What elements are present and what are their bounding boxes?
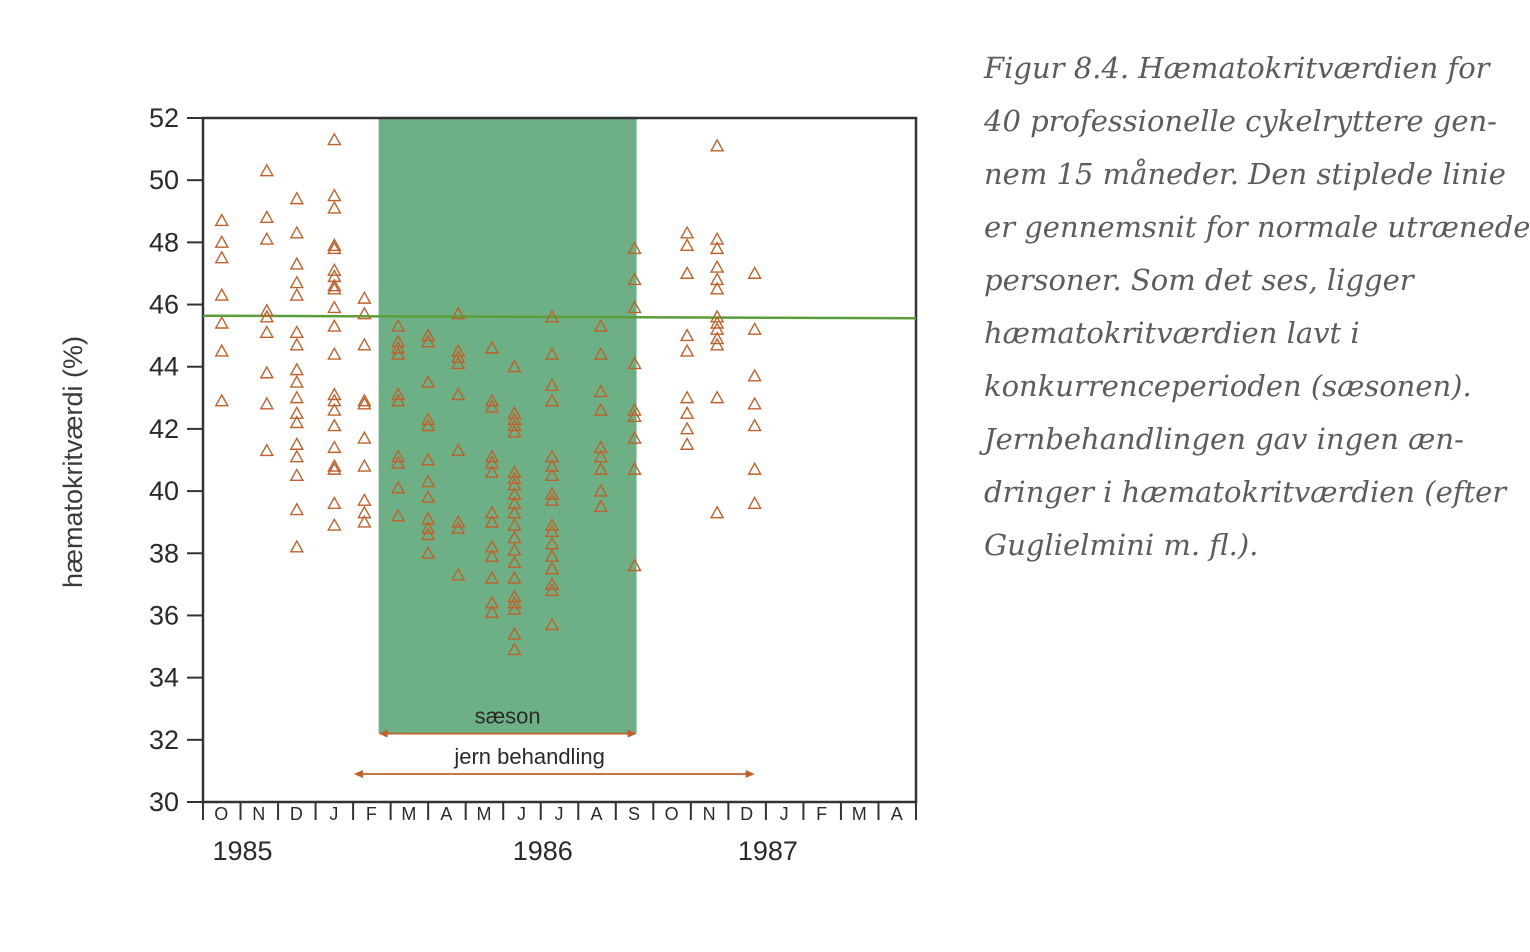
data-point <box>291 364 303 375</box>
data-point <box>216 395 228 406</box>
y-tick-label: 50 <box>148 165 179 196</box>
figure-caption <box>984 42 1530 572</box>
year-label: 1985 <box>212 836 273 866</box>
data-point <box>216 236 228 247</box>
data-point <box>291 541 303 552</box>
y-axis-label: hæmatokritværdi (%) <box>58 335 88 589</box>
data-point <box>711 140 723 151</box>
month-label: A <box>890 804 904 824</box>
month-label: M <box>851 804 868 824</box>
data-point <box>291 193 303 204</box>
y-tick-label: 36 <box>148 600 179 631</box>
data-point <box>261 165 273 176</box>
caption-line: Figur 8.4. Hæmatokritværdien for <box>984 51 1490 85</box>
data-point <box>291 277 303 288</box>
month-label: J <box>516 804 527 824</box>
data-point <box>261 233 273 244</box>
data-point <box>681 438 693 449</box>
y-tick-label: 34 <box>148 662 179 693</box>
data-point <box>749 420 761 431</box>
data-point <box>749 267 761 278</box>
y-axis-ticks <box>149 103 203 817</box>
y-tick-label: 32 <box>148 724 179 755</box>
data-point <box>291 258 303 269</box>
data-point <box>358 494 370 505</box>
data-point <box>216 289 228 300</box>
data-point <box>261 211 273 222</box>
data-point <box>291 327 303 338</box>
data-point <box>328 420 340 431</box>
data-point <box>681 345 693 356</box>
data-point <box>291 451 303 462</box>
month-label: M <box>476 804 493 824</box>
data-point <box>358 395 370 406</box>
month-label: M <box>401 804 418 824</box>
y-tick-label: 46 <box>148 289 179 320</box>
data-point <box>358 460 370 471</box>
month-label: F <box>365 804 378 824</box>
data-point <box>261 367 273 378</box>
data-point <box>681 239 693 250</box>
data-point <box>358 432 370 443</box>
caption-line: nem 15 måneder. Den stiplede linie <box>984 157 1506 191</box>
data-point <box>749 463 761 474</box>
month-label: O <box>214 804 230 824</box>
y-tick-label: 42 <box>148 413 179 444</box>
data-point <box>291 470 303 481</box>
data-point <box>291 376 303 387</box>
data-point <box>328 134 340 145</box>
y-tick-label: 38 <box>148 538 179 569</box>
data-point <box>261 327 273 338</box>
season-label: sæson <box>474 703 541 729</box>
data-point <box>216 317 228 328</box>
data-point <box>749 398 761 409</box>
data-point <box>328 348 340 359</box>
data-point <box>328 460 340 471</box>
y-tick-label: 48 <box>148 227 179 258</box>
data-point <box>358 339 370 350</box>
caption-line: 40 professionelle cykelryttere gen- <box>984 104 1497 138</box>
reference-line-layer <box>203 316 916 318</box>
data-point <box>711 261 723 272</box>
data-point <box>291 392 303 403</box>
caption-line: konkurrenceperioden (sæsonen). <box>984 369 1472 403</box>
data-point <box>291 438 303 449</box>
data-point <box>261 445 273 456</box>
month-label: S <box>628 804 642 824</box>
data-point <box>328 202 340 213</box>
season-band-layer <box>379 118 637 734</box>
year-label: 1987 <box>737 836 798 866</box>
month-label: J <box>779 804 790 824</box>
data-point <box>328 442 340 453</box>
data-point <box>328 239 340 250</box>
data-point <box>216 215 228 226</box>
y-tick-label: 40 <box>148 476 179 507</box>
data-point <box>291 339 303 350</box>
caption-line: Guglielmini m. fl.). <box>984 528 1259 562</box>
year-label: 1986 <box>512 836 573 866</box>
caption-line: er gennemsnit for normale utrænede <box>984 210 1530 244</box>
data-point <box>291 227 303 238</box>
iron-arrow-head-right <box>746 770 755 778</box>
caption-line: dringer i hæmatokritværdien (efter <box>984 475 1507 509</box>
data-point <box>711 507 723 518</box>
data-point <box>681 330 693 341</box>
x-axis-months <box>203 802 916 866</box>
data-point <box>711 392 723 403</box>
data-point <box>681 267 693 278</box>
data-point <box>328 519 340 530</box>
reference-line <box>203 316 916 318</box>
data-point <box>216 252 228 263</box>
month-label: J <box>554 804 565 824</box>
data-point <box>681 407 693 418</box>
data-point <box>328 190 340 201</box>
caption-line: hæmatokritværdien lavt i <box>984 316 1360 350</box>
data-point <box>749 323 761 334</box>
month-label: D <box>289 804 304 824</box>
season-band <box>379 118 637 734</box>
caption-line: Jernbehandlingen gav ingen æn- <box>984 422 1464 456</box>
data-point <box>681 423 693 434</box>
data-point <box>291 504 303 515</box>
caption-line: personer. Som det ses, ligger <box>984 263 1414 297</box>
data-point <box>216 345 228 356</box>
y-tick-label: 44 <box>148 351 179 382</box>
data-point <box>681 227 693 238</box>
iron-treatment-label: jern behandling <box>454 744 605 770</box>
data-point <box>681 392 693 403</box>
month-label: N <box>252 804 267 824</box>
month-label: N <box>702 804 717 824</box>
data-point <box>328 302 340 313</box>
data-point <box>358 292 370 303</box>
data-point <box>328 498 340 509</box>
y-tick-label: 52 <box>148 103 179 133</box>
data-point <box>328 320 340 331</box>
month-label: F <box>816 804 829 824</box>
data-point <box>749 498 761 509</box>
data-point <box>261 398 273 409</box>
month-label: O <box>664 804 680 824</box>
month-label: D <box>740 804 755 824</box>
data-point <box>749 370 761 381</box>
data-point <box>291 289 303 300</box>
month-label: A <box>440 804 454 824</box>
month-label: A <box>590 804 604 824</box>
iron-arrow-head-left <box>354 770 363 778</box>
month-label: J <box>329 804 340 824</box>
y-tick-label: 30 <box>148 787 179 817</box>
